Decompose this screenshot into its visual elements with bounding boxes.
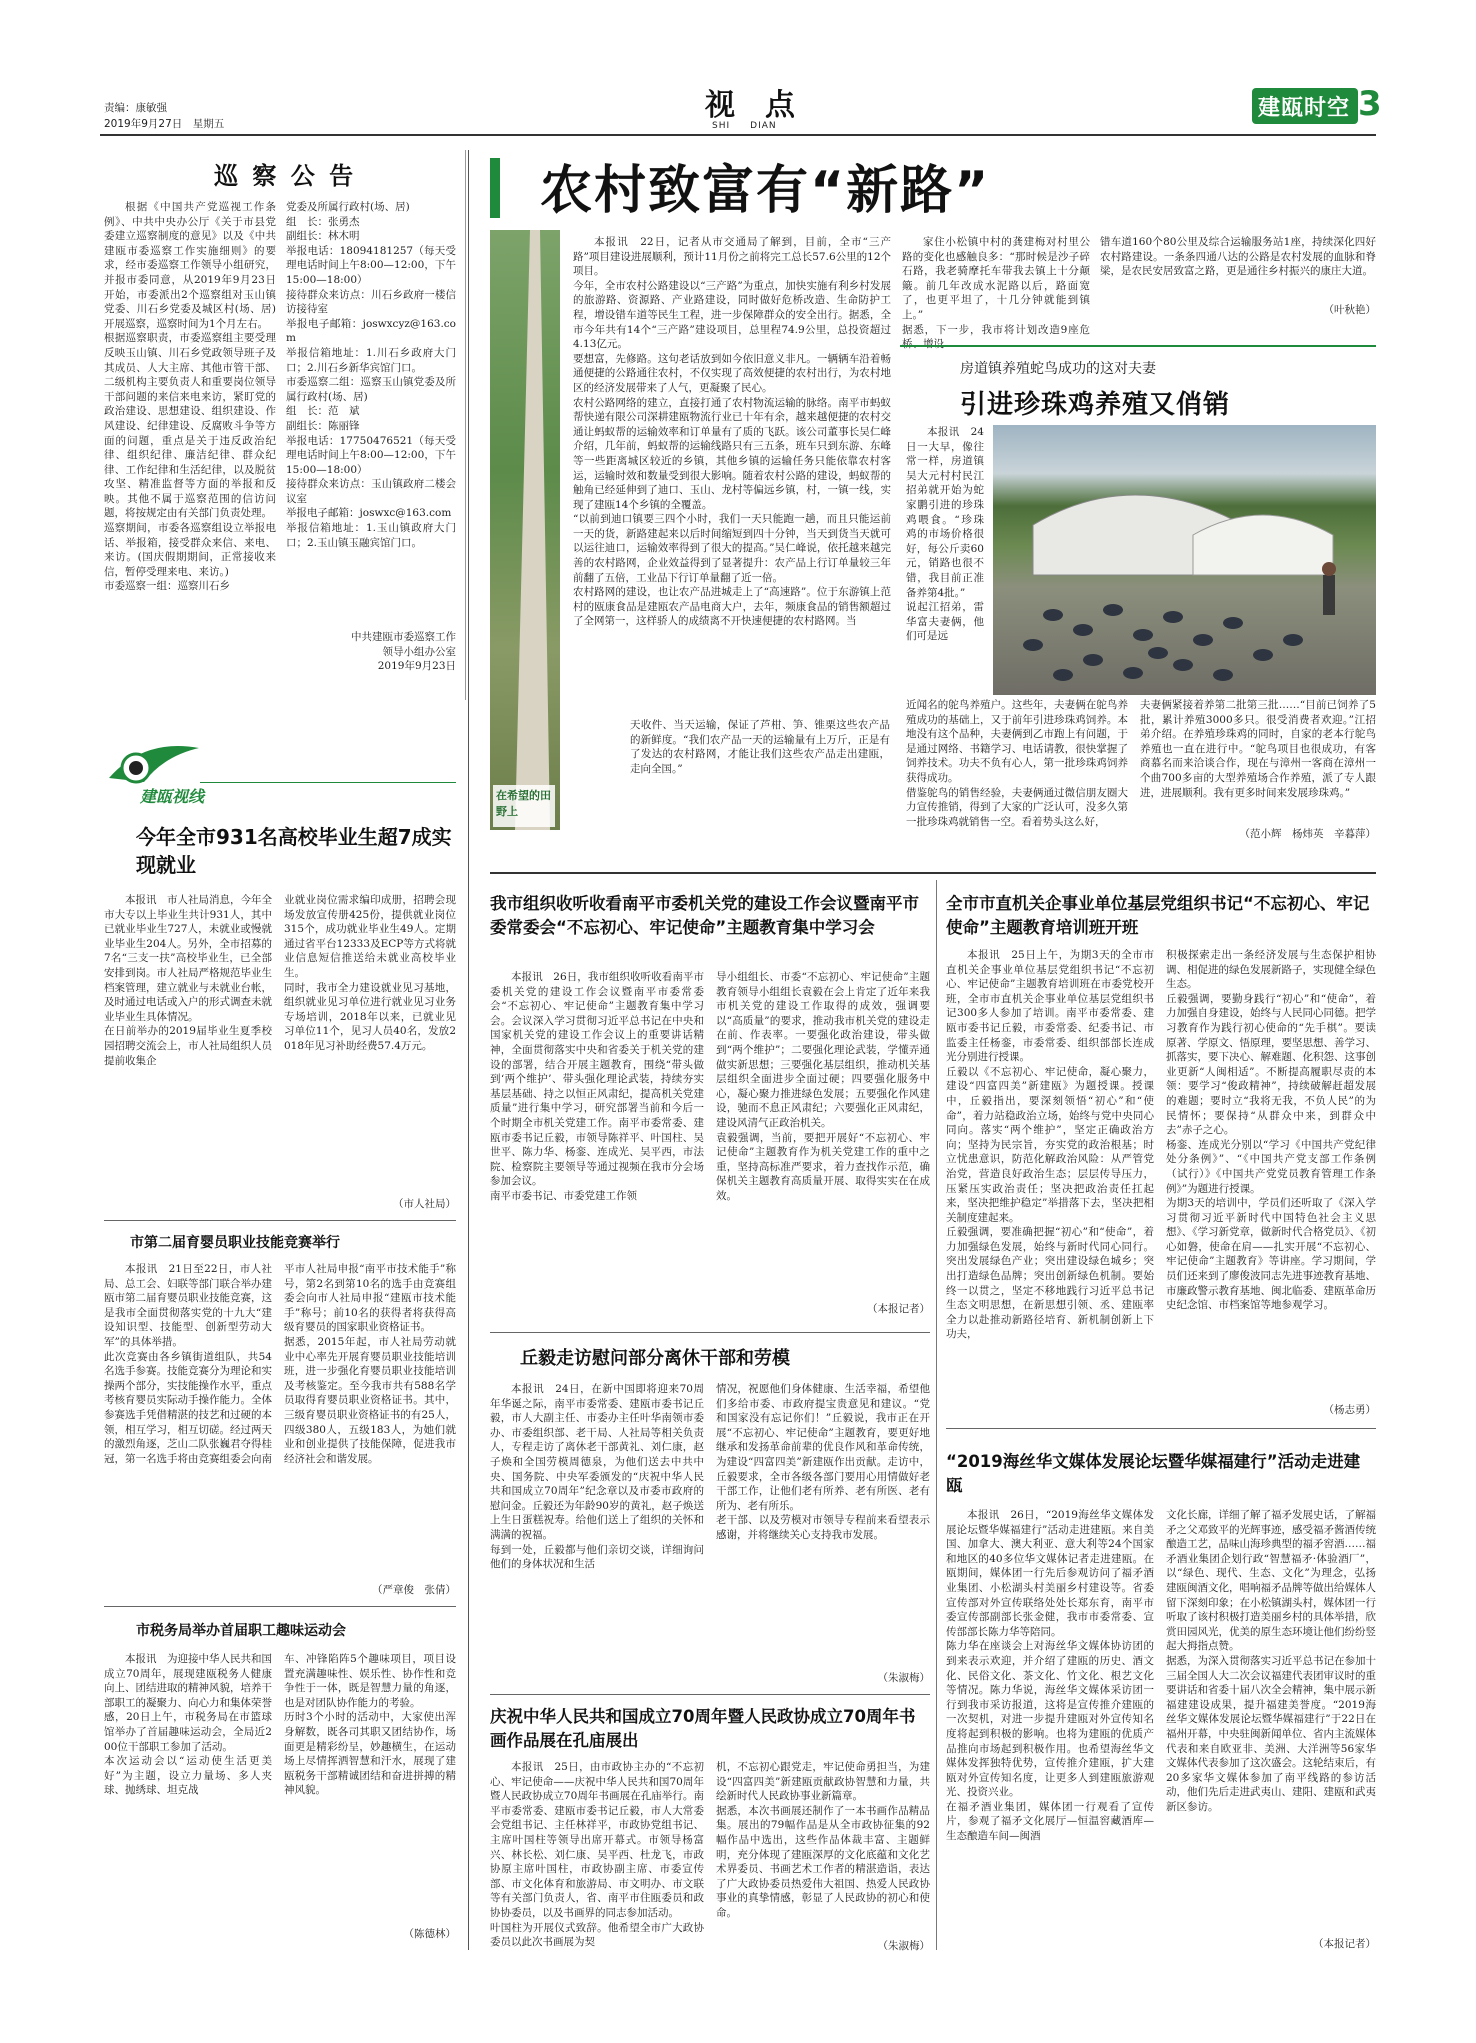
- feature-col2-text: 家住小松镇中村的龚建梅对村里公路的变化也感触良多：“那时候是沙子碎石路，我老骑摩托车带我去镇上十分颠簸。前几年改成水泥路以后，路面宽了，也更平坦了，十几分钟就能到镇上。” 据悉，下一步，我市将计划改造9座危桥、增设: [902, 236, 1090, 351]
- party1-col2: [716, 970, 930, 1300]
- forum-title: “2019海丝华文媒体发展论坛暨华媒福建行”活动走进建瓯: [946, 1452, 1361, 1495]
- calligraphy-col1: [490, 1760, 704, 1950]
- calligraphy-title: 庆祝中华人民共和国成立70周年暨人民政协成立70周年书画作品展在孔庙展出: [490, 1707, 916, 1750]
- party1-col1-text: 本报讯 26日，我市组织收听收看南平市委机关党的建设工作会议暨南平市委常委会“不忘初心、牢记使命”主题教育集中学习会。会议深入学习贯彻习近平总书记在中央和国家机关党的建设工作会议上的重要讲话精神，全面贯彻落实中央和省委关于机关党的建设的部署，结合开展主题教育，围绕“带头做到‘两个维护’、带头强化理论武装，持续夯实基层基础、持之以恒正风肃纪，提高机关党建质量”进行集中学习，研究部署当前和今后一个时期全市机关党建工作。南平市委常委、建瓯市委书记丘毅，市领导陈祥平、叶国柱、吴世平、陈力华、杨銮、连成光、吴平西，市法院、检察院主要领导等通过视频在我市分会场参加会议。 南平市委书记、市委党建工作领: [490, 971, 704, 1202]
- art2-col1: [104, 1262, 272, 1600]
- issue-date: 2019年9月27日 星期五: [104, 118, 225, 130]
- art3-col2: [284, 1652, 456, 1927]
- col-divider-right: [936, 880, 937, 1950]
- art3-col2-text: 车、冲锋陷阵5个趣味项目，项目设置充满趣味性、娱乐性、协作性和竞争性于一体，既是智慧力量的角逐，也是对团队协作能力的考验。 历时3个小时的活动中，大家使出浑身解数，既各司其职又团结协作，场面更是精彩纷呈，妙趣横生，在运动场上尽情挥洒智慧和汗水，展现了建瓯税务干部精诚团结和奋进拼搏的精神风貌。: [284, 1653, 456, 1797]
- feature-col1b-text: 天收件、当天运输，保证了芦柑、笋、锥栗这些农产品的新鲜度。“我们农产品一天的运输量有上万斤，正是有了发达的农村路网，才能让我们这些农产品走出建瓯，走向全国。”: [630, 719, 890, 775]
- calligraphy-col2: [716, 1760, 930, 1938]
- feature-byline: （叶秋艳）: [1323, 304, 1376, 316]
- patrol-col2-text: 党委及所属行政村(场、居) 组 长：张勇杰 副组长：林木明 举报电话：18094181257（每天受理电话时间上午8:00—12:00，下午15:00—18:00） 接待群众来访点：川石乡政府一楼信访接待室 举报电子邮箱：joswxcyz@163.com 举报信箱地址：1.川石乡政府大门口；2.川石乡新华宾馆门口。 市委巡察二组：巡察玉山镇党委及所属行政村(场、居) 组 长：范 斌 副组长：陈丽锋 举报电话：17750476521（每天受理电话时间上午8:00—12:00，下午15:00—18:00） 接待群众来访点：玉山镇政府二楼会议室 举报电子邮箱：joswxc@163.com 举报信箱地址：1.玉山镇政府大门口；2.玉山镇玉融宾馆门口。: [286, 201, 456, 549]
- forum-col1-text: 本报讯 26日，“2019海丝华文媒体发展论坛暨华媒福建行”活动走进建瓯。来自美国、加拿大、澳大利亚、意大利等24个国家和地区的40多位华文媒体记者走进建瓯。在瓯期间，媒体团一行先后参观访问了福矛酒业集团、小松湖头村美丽乡村建设等。省委宣传部对外宣传联络处处长郑东育，南平市委宣传部副部长张金健，我市市委常委、宣传部部长陈力华等陪同。 陈力华在座谈会上对海丝华文媒体协访团的到来表示欢迎，并介绍了建瓯的历史、酒文化、民俗文化、茶文化、竹文化、根艺文化等情况。陈力华说，海丝华文媒体采访团一行到我市采访报道，这将是宣传推介建瓯的一次契机，对进一步提升建瓯对外宣传知名度将起到积极的影响。也将为建瓯的优质产品推向市场起到积极作用。也希望海丝华文媒体发挥独特优势，宣传推介建瓯，扩大建瓯对外宣传知名度，让更多人到建瓯旅游观光、投资兴业。 在福矛酒业集团，媒体团一行观看了宣传片，参观了福矛文化展厅—恒温窖藏酒库—生态酿造车间—闽酒: [946, 1509, 1154, 1843]
- col-divider-left: [465, 150, 466, 700]
- art2-col1-text: 本报讯 21日至22日，市人社局、总工会、妇联等部门联合举办建瓯市第二届育婴员职业技能竞赛，这是我市全面贯彻落实党的十九大“建设知识型、技能型、创新型劳动大军”的具体举措。 此次竞赛由各乡镇街道组队，共54名选手参赛。技能竞赛分为理论和实操两个部分，实技能操作水平，重点考核育婴员实际动手操作能力。全体参赛选手凭借精湛的技艺和过硬的本领，相互学习，相互切磋。经过两天的激烈角逐，芝山二队张巍君夺得桂冠，第一名选手将由竞赛组委会向南: [104, 1263, 272, 1465]
- party2-col1: [946, 948, 1154, 1418]
- art1-col1: [104, 893, 272, 1213]
- art1-byline: （市人社局）: [393, 1198, 456, 1210]
- visit-col2-text: 情况，祝愿他们身体健康、生活幸福，希望他们多给市委、市政府提宝贵意见和建议。“党和国家没有忘记你们！”丘毅说，我市正在开展“不忘初心、牢记使命”主题教育，要更好地继承和发扬革命前辈的优良作风和革命传统，为建设“四富四美”新建瓯作出贡献。走访中，丘毅要求，全市各级各部门要用心用情做好老干部工作，让他们老有所养、老有所医、老有所为、老有所乐。 老干部、以及劳模对市领导专程前来看望表示感谢，并将继续关心支持我市发展。: [716, 1383, 930, 1541]
- visit-byline: （朱淑梅）: [877, 1672, 930, 1684]
- visit-col2: [716, 1382, 930, 1668]
- guinea-col-narrow: [906, 425, 984, 695]
- patrol-col1-text: 根据《中国共产党巡视工作条例》、中共中央办公厅《关于市县党委建立巡察制度的意见》以及《中共建瓯市委巡察工作实施细则》的要求，经市委巡察工作领导小组研究，并报市委同意，从2019年9月23日开始，市委派出2个巡察组对玉山镇党委、川石乡党委及城区村(场、居)开展巡察，巡察时间为1个月左右。 根据巡察职责，市委巡察组主要受理反映玉山镇、川石乡党政领导班子及其成员、人大主席、其他市管干部、二级机构主要负责人和重要岗位领导干部问题的来信来电来访，紧盯党的政治建设、思想建设、组织建设、作风建设、纪律建设、反腐败斗争等方面的问题，重点是关于违反政治纪律、组织纪律、廉洁纪律、群众纪律、工作纪律和生活纪律，以及脱贫攻坚、精准监督等方面的举报和反映。其他不属于巡察范围的信访问题，将按规定由有关部门负责处理。 巡察期间，市委各巡察组设立举报电话、举报箱，接受群众来信、来电、来访。(国庆假期期间，正常接收来信，暂停受理来电、来访。) 市委巡察一组：巡察川石乡: [104, 201, 276, 593]
- patrol-signature: 中共建瓯市委巡察工作 领导小组办公室 2019年9月23日: [351, 631, 456, 673]
- calligraphy-byline: （朱淑梅）: [877, 1940, 930, 1952]
- party1-col2-text: 导小组组长、市委“不忘初心、牢记使命”主题教育领导小组组长袁毅在会上肯定了近年来我市机关党的建设工作取得的成效，强调要以“高质量”的要求，推动我市机关党的建设走在前、作表率。一要强化政治建设，带头做到“两个维护”；二要强化理论武装，学懂弄通做实新思想；三要强化基层组织，推动机关基层组织全面进步全面过硬；四要强化服务中心，凝心聚力推进绿色发展；五要强化作风建设，驰而不息正风肃纪；六要强化正风肃纪，建设风清气正政治机关。 袁毅强调，当前，要把开展好“不忘初心、牢记使命”主题教育作为机关党建工作的重中之重，坚持高标准严要求，着力查找作示范，确保机关主题教育高质量开展、取得实实在在成效。: [716, 971, 930, 1202]
- party1-rule: [490, 1332, 930, 1333]
- art2-title: 市第二届育婴员职业技能竞赛举行: [130, 1235, 340, 1251]
- party2-rule: [946, 1428, 1376, 1429]
- guinea-photo: [993, 425, 1376, 695]
- calligraphy-col2-text: 机，不忘初心跟党走，牢记使命勇担当，为建设“四富四美”新建瓯贡献政协智慧和力量，共绘新时代人民政协事业新篇章。 据悉，本次书画展还制作了一本书画作品精品集。展出的79幅作品是从全市政协征集的92幅作品中选出，这些作品体裁丰富、主题鲜明，充分体现了建瓯深厚的文化底蕴和文化艺术界委员、书画艺术工作者的精湛造诣，表达了广大政协委员热爱伟大祖国、热爱人民政协事业的真挚情感，彰显了人民政协的初心和使命。: [716, 1761, 930, 1919]
- art2-byline: （严章俊 张倩）: [372, 1584, 456, 1596]
- guinea-title: 引进珍珠鸡养殖又俏销: [960, 390, 1231, 420]
- paper-name: 建瓯时空: [1258, 95, 1351, 121]
- forum-col2-text: 文化长廊，详细了解了福矛发展史话，了解福矛之父邓致平的光辉事迹，感受福矛酱酒传统酿造工艺，品味山海珍典型的福矛窖酒……福矛酒业集团企划行政“智慧福矛·体验酒厂”，以“绿色、现代、生态、文化”为理念，弘扬建瓯闽酒文化，唱响福矛品牌等做出给媒体人留下深刻印象；在小松镇湖头村，媒体团一行听取了该村积极打造美丽乡村的具体举措，欣赏田园风光，优美的原生态环境让他们纷纷竖起大拇指点赞。 据悉，为深入贯彻落实习近平总书记在参加十三届全国人大二次会议福建代表团审议时的重要讲话和省委十届八次全会精神，集中展示新福建建设成果，提升福建美誉度。“2019海丝华文媒体发展论坛暨华媒福建行”于22日在福州开幕，中央驻闽新闻单位、省内主流媒体代表和来自欧亚非、美洲、大洋洲等56家华文媒体代表参加了这次盛会。这轮结束后，有20多家华文媒体参加了南平线路的参访活动，他们先后走进武夷山、建阳、建瓯和武夷新区参访。: [1166, 1509, 1376, 1813]
- party1-byline: （本报记者）: [867, 1303, 930, 1315]
- patrol-title: 巡 察 公 告: [214, 162, 357, 190]
- art3-title: 市税务局举办首届职工趣味运动会: [136, 1623, 346, 1639]
- guinea-subtitle: 房道镇养殖蛇鸟成功的这对夫妻: [960, 361, 1156, 377]
- patrol-col1: [104, 200, 276, 690]
- guinea-col-right-text: 夫妻俩紧接着养第二批第三批……“目前已饲养了5批，累计养殖3000多只。很受消费者欢迎。”江招弟介绍。在养殖珍珠鸡的同时，自家的老本行鸵鸟养殖也一直在进行中。“鸵鸟项目也很成功，有客商慕名而来洽谈合作，现在与漳州一客商在漳州一个曲700多亩的大型养殖场合作养殖，派了专人跟进，进展顺利。我有更多时间来发展珍珠鸡。”: [1140, 699, 1376, 799]
- party1-title: 我市组织收听收看南平市委机关党的建设工作会议暨南平市委常委会“不忘初心、牢记使命”主题教育集中学习会: [490, 894, 919, 937]
- forum-col1: [946, 1508, 1154, 1950]
- guinea-col-left-text: 近闻名的鸵鸟养殖户。这些年，夫妻俩在鸵鸟养殖成功的基础上，又于前年引进珍珠鸡饲养。本地没有这个品种，夫妻俩到乙市跑上有问题，于是通过网络、书籍学习、电话请教，很快掌握了饲养技术。功夫不负有心人，第一批珍珠鸡饲养获得成功。 借鉴鸵鸟的销售经验，夫妻俩通过微信朋友圈大力宣传推销，得到了大家的广泛认可，没多久第一批珍珠鸡就销售一空。看着势头这么好，: [906, 699, 1128, 828]
- editor-line: 责编：康敏强: [104, 102, 167, 114]
- forum-byline: （本报记者）: [1313, 1938, 1376, 1950]
- art2-col2-text: 平市人社局申报“南平市技术能手”称号，第2名到第10名的选手由竞赛组委会向市人社局申报“建瓯市技术能手”称号；前10名的获得者将获得高级育婴员的国家职业资格证书。 据悉，2015年起，市人社局劳动就业中心率先开展育婴员职业技能培训班，进一步强化育婴员职业技能培训及考核鉴定。至今我市共有588名学员取得育婴员职业资格证书。其中，三级育婴员职业资格证书的有25人，四级380人，五级183人，为她们就业和创业提供了技能保障，促进我市经济社会和谐发展。: [284, 1263, 456, 1465]
- mid-rule: [490, 872, 1376, 874]
- feature-col3-text: 错车道160个80公里及综合运输服务站1座，持续深化四好农村路建设。一条条四通八达的公路是农村发展的血脉和脊梁，是农民安居致富之路，更是通往乡村振兴的康庄大道。: [1100, 236, 1376, 278]
- party2-col2-text: 积极探索走出一条经济发展与生态保护相协调、相促进的绿色发展新路子，实现健全绿色生态。 丘毅强调，要勤身践行“初心”和“使命”，着力加强自身建设，始终与人民同心同德。把学习教育作为践行初心使命的“先手棋”。要读原著、学原文、悟原理，要坚思想、善学习、抓落实，要下决心、解难题、化积怨、这事创业更新“人闽相适”。不断提高履职尽责的本领：要学习“俊政精神”，持续破解赶超发展的难题；要时立“我将无我，不负人民”的为民情怀；要保持“从群众中来，到群众中去”赤子之心。 杨銮、连成光分别以“学习《中国共产党纪律处分条例》”、“《中国共产党支部工作条例（试行）》《中国共产党党员教育管理工作条例》”为题进行授课。 为期3天的培训中，学员们还听取了《深入学习贯彻习近平新时代中国特色社会主义思想》、《学习新党章，做新时代合格党员》、《初心如磐，使命在肩——扎实开展“不忘初心、牢记使命”主题教育》等讲座。学习期间，学员们还来到了廖俊波同志先进事迹教育基地、市廉政警示教育基地、闽北临委、建瓯革命历史纪念馆、市档案馆等地参观学习。: [1166, 949, 1376, 1312]
- art1-col2: [284, 893, 456, 1193]
- feature-photo-road: [490, 230, 560, 830]
- visit-col1-text: 本报讯 24日，在新中国即将迎来70周年华诞之际，南平市委常委、建瓯市委书记丘毅，市人大副主任、市委办主任叶华南领市委办、市委组织部、老干局、人社局等相关负责人，专程走访了离休老干部黄礼、刘仁康，赵子焕和全国劳模周德泉，为他们送去中共中央、国务院、中央军委颁发的“庆祝中华人民共和国成立70周年”纪念章以及市委市政府的慰问金。丘毅还为年龄90岁的黄礼，赵子焕送上生日蛋糕祝寿。给他们送上了组织的关怀和满满的祝福。 每到一处，丘毅都与他们亲切交谈，详细询问他们的身体状况和生活: [490, 1383, 704, 1571]
- party2-col1-text: 本报讯 25日上午，为期3天的全市市直机关企事业单位基层党组织书记“不忘初心、牢记使命”主题教育培训班在市委党校开班，全市市直机关企事业单位基层党组织书记300多人参加了培训。南平市委常委、建瓯市委书记丘毅，市委常委、纪委书记、市监委主任杨銮，市委常委、组织部部长连成光分别进行授课。 丘毅以《不忘初心、牢记使命，凝心聚力，建设“四富四美”新建瓯》为题授课。授课中，丘毅指出，要深刻领悟“初心”和“使命”，着力站稳政治立场，始终与党中央同心同向。落实“两个维护”，坚定正确政治方向；坚持为民宗旨，夯实党的政治根基；时立忧患意识，防范化解政治风险：从严管党治党，营造良好政治生态；层层传导压力，压紧压实政治责任；坚决把政治责任扛起来，坚决把维护稳定”举措落下去，坚决把相关制度建起来。 丘毅强调，要准确把握“初心”和“使命”，着力加强绿色发展，始终与新时代同心同行。突出发展绿色产业；突出建设绿色城乡；突出打造绿色品牌；突出创新绿色机制。要始终一以贯之，坚定不移地践行习近平总书记生态文明思想，在新思想引领、丞、建瓯率全力以赴推动新路径培育、新机制创新上下功夫，: [946, 949, 1154, 1341]
- feature-col1b: [630, 718, 890, 828]
- art3-byline: （陈德林）: [403, 1928, 456, 1940]
- art1-rule: [104, 1220, 456, 1221]
- guinea-col-left: [906, 698, 1128, 826]
- masthead-rule: [100, 134, 1376, 136]
- art2-col2: [284, 1262, 456, 1580]
- art3-col1: [104, 1652, 272, 1942]
- forum-col2: [1166, 1508, 1376, 1934]
- page-number: 3: [1358, 84, 1382, 124]
- col-divider-main: [468, 150, 469, 1950]
- party1-col1: [490, 970, 704, 1330]
- art3-col1-text: 本报讯 为迎接中华人民共和国成立70周年，展现建瓯税务人健康向上、团结进取的精神风貌，培养干部职工的凝聚力、向心力和集体荣誉感，20日上午，市税务局在市篮球馆举办了首届趣味运动会，全局近200位干部职工参加了活动。 本次运动会以“运动使生活更美好”为主题，设立力量场、多人夹球、抛绣球、坦克战: [104, 1653, 272, 1797]
- feature-col2: [902, 235, 1090, 351]
- feature-col1-text: 本报讯 22日，记者从市交通局了解到，目前，全市“三产路”项目建设进展顺利，预计11月份之前将完工总长57.6公里的12个项目。 今年，全市农村公路建设以“三产路”为重点，加快实施有利乡村发展的旅游路、资源路、产业路建设，同时做好危桥改造、生命防护工程，增设错车道等民生工程，进一步保障群众的安全出行。据悉，全市今年共有14个“三产路”建设项目，总里程74.9公里，总投资超过4.13亿元。 要想富，先修路。这句老话放到如今依旧意义非凡。一辆辆车沿着畅通便捷的公路通往农村，不仅实现了高效便捷的农村出行，为农村地区的经济发展带来了人气，更凝聚了民心。 农村公路网络的建立，直接打通了农村物流运输的脉络。南平市蚂蚁帮快递有限公司深耕建瓯物流行业已十年有余，越来越便捷的农村交通让蚂蚁帮的运输效率和订单量有了质的飞跃。该公司董事长吴仁峰介绍，几年前，蚂蚁帮的运输线路只有三五条，班车只到东游、东峰等一些距离城区较近的乡镇，其他乡镇的运输任务只能依靠农村客运，运输时效和数量受到很大影响。随着农村公路的建设，蚂蚁帮的触角已经延伸到了迪口、玉山、龙村等偏远乡镇，村，一镇一线，实现了建瓯14个乡镇的全覆盖。 “以前到迪口镇要三四个小时，我们一天只能跑一趟，而且只能运前一天的货，新路建起来以后时间缩短到四十分钟，当天到货当天就可以运往迪口，运输效率得到了很大的提高。”吴仁峰说，依托越来越完善的农村路网，企业效益得到了显著提升：农产品上行订单量较三年前翻了五倍，工业品下行订单量翻了近一倍。 农村路网的建设，也让农产品进城走上了“高速路”。位于东游镇上范村的瓯康食品是建瓯农产品电商大户，去年，频康食品的销售额超过了全网第一，这样骄人的成绩离不开快速便捷的农村路网。当: [573, 236, 891, 628]
- art1-col2-text: 业就业岗位需求编印成册，招聘会现场发放宣传册425份，提供就业岗位315个，成功就业毕业生49人。定期通过省平台12333及ECP等方式将就业信息短信推送给未就业高校毕业生。 同时，我市全力建设就业见习基地，组织就业见习单位进行就业见习业务专场培训，2018年以来，已就业见习单位11个，见习人员40名，发放2018年见习补助经费57.4万元。: [284, 894, 456, 1052]
- patrol-col2: [286, 200, 456, 630]
- art2-rule: [104, 1606, 456, 1607]
- visit-col1: [490, 1382, 704, 1682]
- visit-rule: [490, 1694, 930, 1695]
- party2-byline: （杨志勇）: [1323, 1404, 1376, 1416]
- logo-rule: [200, 782, 456, 783]
- party2-title: 全市市直机关企事业单位基层党组织书记“不忘初心、牢记使命”主题教育培训班开班: [946, 894, 1370, 937]
- feature-col3: [1100, 235, 1376, 295]
- art1-title: 今年全市931名高校毕业生超7成实现就业: [136, 825, 452, 877]
- feature-photo-caption: 在希望的田野上: [496, 789, 551, 818]
- guinea-col-right: [1140, 698, 1376, 826]
- logo-caption: 建瓯视线: [140, 787, 205, 806]
- guinea-byline: （范小辉 杨炜英 辛暮萍）: [1239, 828, 1376, 840]
- feature-col1: [573, 235, 891, 715]
- guinea-col-narrow-text: 本报讯 24日一大早，像往常一样，房道镇吴大元村村民江招弟就开始为蛇家鹏引进的珍珠鸡喂食。“珍珠鸡的市场价格很好，每公斤卖60元，销路也很不错，我目前正准备养第4批。” 说起江招弟，雷华富夫妻俩，他们可是远: [906, 426, 984, 643]
- feature-title: 农村致富有“新路”: [540, 161, 991, 221]
- art1-col1-text: 本报讯 市人社局消息，今年全市大专以上毕业生共计931人，其中已就业毕业生727人，未就业或慢就业毕业生204人。另外，全市招募的7名“三支一扶”高校毕业生，已全部安排到岗。市人社局严格规范毕业生档案管理，建立就业与未就业台帐，及时通过电话或入户的形式调查未就业毕业生具体情况。 在日前举办的2019届毕业生夏季校园招聘交流会上，市人社局组织人员提前收集企: [104, 894, 272, 1067]
- visit-title: 丘毅走访慰问部分离休干部和劳模: [520, 1348, 790, 1369]
- section-title: 视 点: [705, 88, 795, 123]
- section-pinyin: SHI DIAN: [712, 121, 777, 131]
- party2-col2: [1166, 948, 1376, 1400]
- feature-title-decor: [490, 158, 500, 218]
- calligraphy-col1-text: 本报讯 25日，由市政协主办的“不忘初心、牢记使命——庆祝中华人民共和国70周年暨人民政协成立70周年书画展在孔庙举行。南平市委常委、建瓯市委书记丘毅，市人大常委会党组书记、主任林祥平，市政协党组书记、主席叶国柱等领导出席开幕式。市领导杨富兴、林长松、刘仁康、吴平西、杜龙飞，市政协原主席叶国柱，市政协副主席、市委宣传部、市文化体育和旅游局、市文明办、市文联等有关部门负责人，省、南平市住瓯委员和政协协委员，以及书画界的同志参加活动。 叶国柱为开展仪式致辞。他希望全市广大政协委员以此次书画展为契: [490, 1761, 704, 1949]
